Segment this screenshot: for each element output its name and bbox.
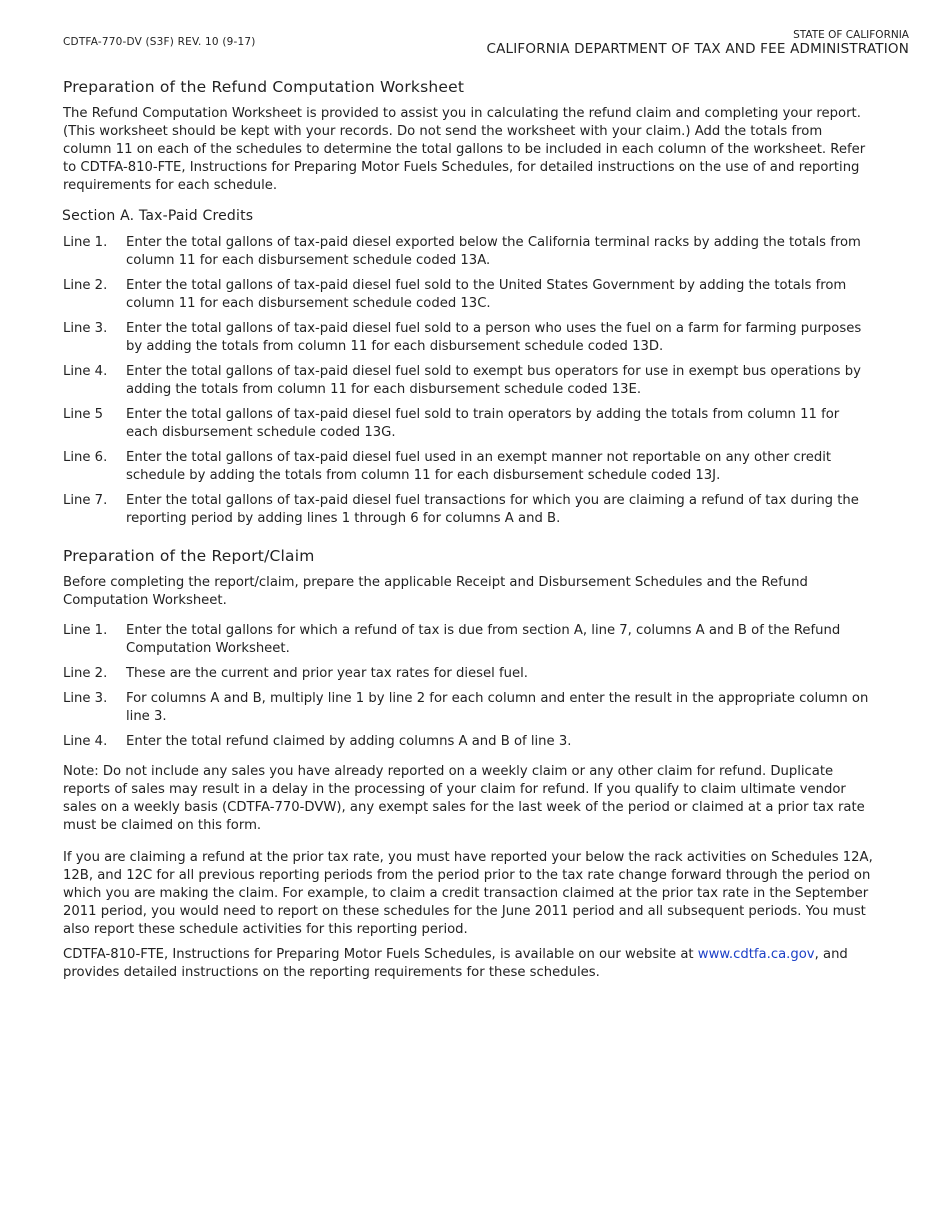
report-line-4 (63, 733, 873, 751)
line-label: Line 4. (63, 364, 108, 379)
report-section-title: Preparation of the Report/Claim (63, 547, 315, 565)
line-text: Enter the total refund claimed by adding columns A and B of line 3. (126, 734, 572, 749)
website-link[interactable]: www.cdtfa.ca.gov (697, 947, 815, 962)
line-label: Line 6. (63, 450, 108, 465)
line-text: Enter the total gallons of tax-paid diesel fuel sold to exempt bus operators for use in exempt bus operations by adding the totals from column 11 for each disbursement schedule coded 13E. (126, 364, 861, 397)
line-label: Line 3. (63, 691, 108, 706)
line-label: Line 1. (63, 235, 108, 250)
report-lines (63, 622, 873, 751)
line-text: Enter the total gallons of tax-paid diesel fuel sold to train operators by adding the totals from column 11 for each disbursement schedule coded 13G. (126, 407, 840, 440)
line-text: Enter the total gallons of tax-paid diesel fuel transactions for which you are claiming a refund of tax during the reporting period by adding lines 1 through 6 for columns A and B. (126, 493, 859, 526)
section-a-lines (63, 234, 873, 528)
section-a-line-3 (63, 320, 873, 356)
state-label: STATE OF CALIFORNIA (793, 29, 909, 41)
worksheet-intro: The Refund Computation Worksheet is provided to assist you in calculating the refund claim and completing your report. (This worksheet should be kept with your records. Do not send the worksheet with your claim.) Add the totals from column 11 on each of the schedules to determine the total gallons to be included in each column of the worksheet. Refer to CDTFA-810-FTE, Instructions for Preparing Motor Fuels Schedules, for detailed instructions on the use of and reporting requirements for each schedule. (63, 106, 866, 193)
section-a-line-1 (63, 234, 873, 270)
section-a-line-7 (63, 492, 873, 528)
line-text: Enter the total gallons of tax-paid diesel exported below the California terminal racks by adding the totals from column 11 for each disbursement schedule coded 13A. (126, 235, 861, 268)
line-text: Enter the total gallons of tax-paid diesel fuel used in an exempt manner not reportable on any other credit schedule by adding the totals from column 11 for each disbursement schedule coded 13J. (126, 450, 832, 483)
section-a-line-6 (63, 449, 873, 485)
line-text: Enter the total gallons of tax-paid diesel fuel sold to a person who uses the fuel on a farm for farming purposes by adding the totals from column 11 for each disbursement schedule coded 13D. (126, 321, 862, 354)
agency-header (486, 29, 909, 57)
section-a-line-4 (63, 363, 873, 399)
report-intro: Before completing the report/claim, prepare the applicable Receipt and Disbursement Schedules and the Refund Computation Worksheet. (63, 575, 808, 608)
website-paragraph (63, 946, 873, 982)
line-text: Enter the total gallons of tax-paid diesel fuel sold to the United States Government by adding the totals from column 11 for each disbursement schedule coded 13C. (126, 278, 847, 311)
line-label: Line 5 (63, 407, 104, 422)
line-text: Enter the total gallons for which a refund of tax is due from section A, line 7, columns A and B of the Refund Computation Worksheet. (126, 623, 841, 656)
section-a-line-5 (63, 406, 873, 442)
report-line-3 (63, 690, 873, 726)
form-number: CDTFA-770-DV (S3F) REV. 10 (9-17) (63, 36, 256, 48)
line-label: Line 4. (63, 734, 108, 749)
document-body (63, 77, 873, 982)
worksheet-section-title: Preparation of the Refund Computation Worksheet (63, 78, 465, 96)
line-text: For columns A and B, multiply line 1 by line 2 for each column and enter the result in the appropriate column on line 3. (126, 691, 869, 724)
line-label: Line 1. (63, 623, 108, 638)
line-label: Line 2. (63, 666, 108, 681)
department-name: CALIFORNIA DEPARTMENT OF TAX AND FEE ADMINISTRATION (486, 41, 909, 57)
line-text: These are the current and prior year tax rates for diesel fuel. (126, 666, 528, 681)
section-a-title: Section A. Tax-Paid Credits (62, 208, 254, 224)
prior-rate-paragraph: If you are claiming a refund at the prior tax rate, you must have reported your below the rack activities on Schedules 12A, 12B, and 12C for all previous reporting periods from the period prior to the tax rate change forward through the period on which you are making the claim. For example, to claim a credit transaction claimed at the prior tax rate in the September 2011 period, you would need to report on these schedules for the June 2011 period and all subsequent periods. You must also report these schedule activities for this reporting period. (63, 850, 873, 937)
line-label: Line 7. (63, 493, 108, 508)
website-text-after: , and provides detailed instructions on the reporting requirements for these schedules. (63, 947, 848, 980)
website-text-before: CDTFA-810-FTE, Instructions for Preparing Motor Fuels Schedules, is available on our website at (63, 947, 698, 962)
line-label: Line 2. (63, 278, 108, 293)
section-a-line-2 (63, 277, 873, 313)
note-paragraph: Note: Do not include any sales you have already reported on a weekly claim or any other claim for refund. Duplicate reports of sales may result in a delay in the processing of your claim for refund. If you qualify to claim ultimate vendor sales on a weekly basis (CDTFA-770-DVW), any exempt sales for the last week of the period or claimed at a prior tax rate must be claimed on this form. (63, 764, 865, 833)
line-label: Line 3. (63, 321, 108, 336)
report-line-2 (63, 665, 873, 683)
report-line-1 (63, 622, 873, 658)
